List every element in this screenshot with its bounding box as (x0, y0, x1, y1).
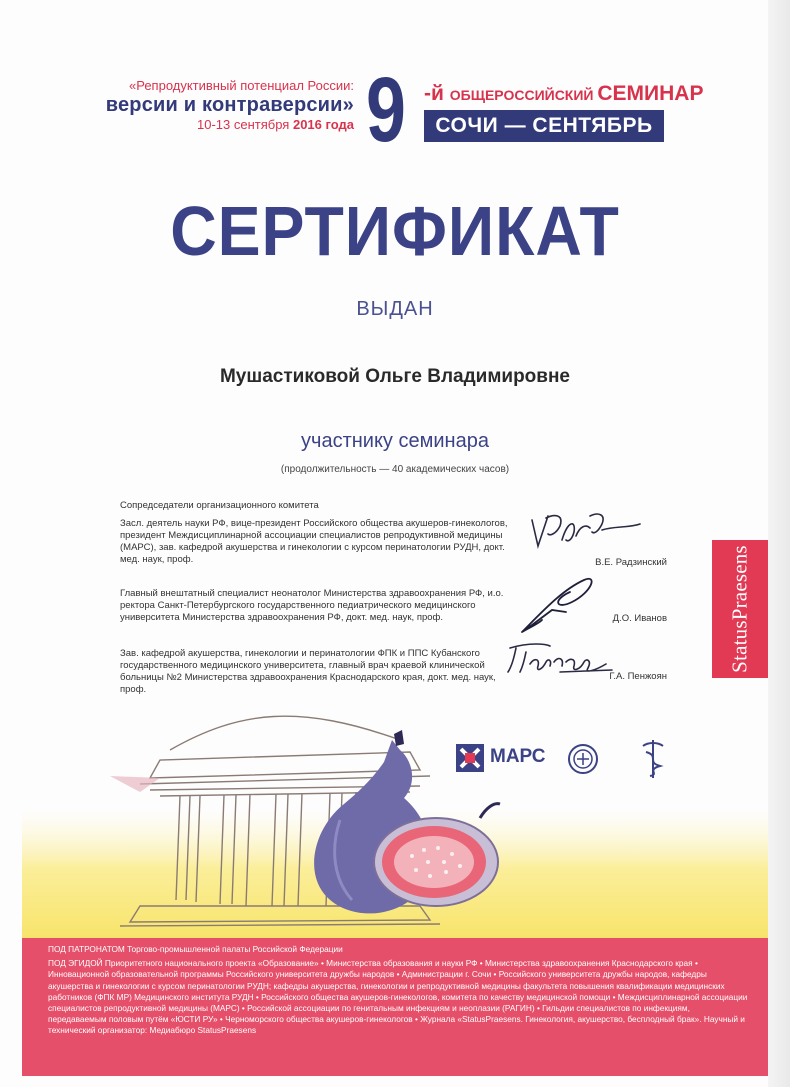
seminar-type-suffix: -й (424, 82, 450, 105)
signature-2 (512, 572, 612, 638)
seminar-title-block (60, 78, 354, 133)
footer-body: ПОД ЭГИДОЙ Приоритетного национального проекта «Образование» • Министерства образования и науки РФ • Министерства здравоохранения Краснодарского края • Инновационной образовательной программы Российского университета дружбы народов • Администрации г. Сочи • Российского университета дружбы народов, кафедры акушерства и гинекологии с курсом перинатологии РУДН; кафедры акушерства, гинекологии и репродуктивной медицины факультета повышения квалификации медицинских работников (ФПК МР) Медицинского института РУДН • Российского общества акушеров-гинекологов, комитета по качеству медицинской помощи • Междисциплинарной ассоциации специалистов репродуктивной медицины (МАРС) • Российской ассоциации по генитальным инфекциям и неоплазии (РАГИН) • Гильдии специалистов по инфекциям, передаваемым половым путём «ЮСТИ РУ» • Черноморского общества акушеров-гинекологов • Журнала «StatusPraesens. Гинекология, акушерство, бесплодный брак». Научный и технический организатор: Медиабюро StatusPraesens (48, 958, 748, 1036)
building-and-fig-illustration (0, 700, 790, 940)
mars-logo-text: МАРС (490, 746, 546, 767)
committee-heading: Сопредседатели организационного комитета (120, 500, 319, 511)
footer-patronage-text (48, 944, 750, 1037)
participant-role: участнику семинара (301, 430, 489, 452)
course-duration: (продолжительность — 40 академических часов) (280, 464, 510, 475)
rudn-emblem-icon (566, 742, 600, 776)
footer-line1: ПОД ПАТРОНАТОМ Торгово-промышленной палаты Российской Федерации (48, 944, 343, 954)
seminar-city-month: СОЧИ — СЕНТЯБРЬ (424, 110, 664, 142)
seminar-title-line1: «Репродуктивный потенциал России: (128, 78, 354, 93)
committee-member-3-description: Зав. кафедрой акушерства, гинекологии и перинатологии ФПК и ППС Кубанского государственного медицинского университета, главный врач краевой клинической больницы №2 Министерства здравоохранения Краснодарского края, докт. мед. наук, проф. (120, 648, 496, 695)
committee-member-2-name: Д.О. Иванов (612, 613, 667, 624)
signature-1 (524, 506, 644, 556)
seminar-dates-prefix: 10-13 сентября (197, 117, 293, 132)
seminar-type-word: СЕМИНАР (597, 82, 704, 105)
issued-label: ВЫДАН (356, 298, 434, 320)
committee-member-3-name: Г.А. Пенжоян (609, 671, 667, 682)
mars-logo-icon (456, 744, 484, 772)
seminar-dates (60, 116, 354, 133)
caduceus-icon (640, 738, 666, 780)
side-brand-logo: StatusPraesens (727, 545, 752, 673)
seminar-dates-year: 2016 года (292, 117, 354, 132)
committee-member-1-description: Засл. деятель науки РФ, вице-президент Российского общества акушеров-гинекологов, президент Междисциплинарной ассоциации специалистов репродуктивной медицины (МАРС), зав. кафедрой акушерства и гинекологии с курсом перинатологии РУДН, докт. мед. наук, проф. (120, 518, 508, 565)
committee-member-2-description: Главный внештатный специалист неонатолог Министерства здравоохранения РФ, и.о. ректора Санкт-Петербургского государственного педиатрического медицинского университета Министерства здравоохранения РФ, докт. мед. наук, проф. (120, 588, 504, 623)
seminar-title-line2: версии и контраверсии» (105, 94, 354, 116)
committee-member-1-name: В.Е. Радзинский (595, 557, 667, 568)
certificate-title: СЕРТИФИКАТ (170, 192, 620, 270)
seminar-number: 9 (366, 59, 406, 161)
recipient-name: Мушастиковой Ольге Владимировне (219, 366, 570, 387)
seminar-type-scope: ОБЩЕРОССИЙСКИЙ (449, 87, 598, 103)
seminar-type (424, 83, 703, 106)
